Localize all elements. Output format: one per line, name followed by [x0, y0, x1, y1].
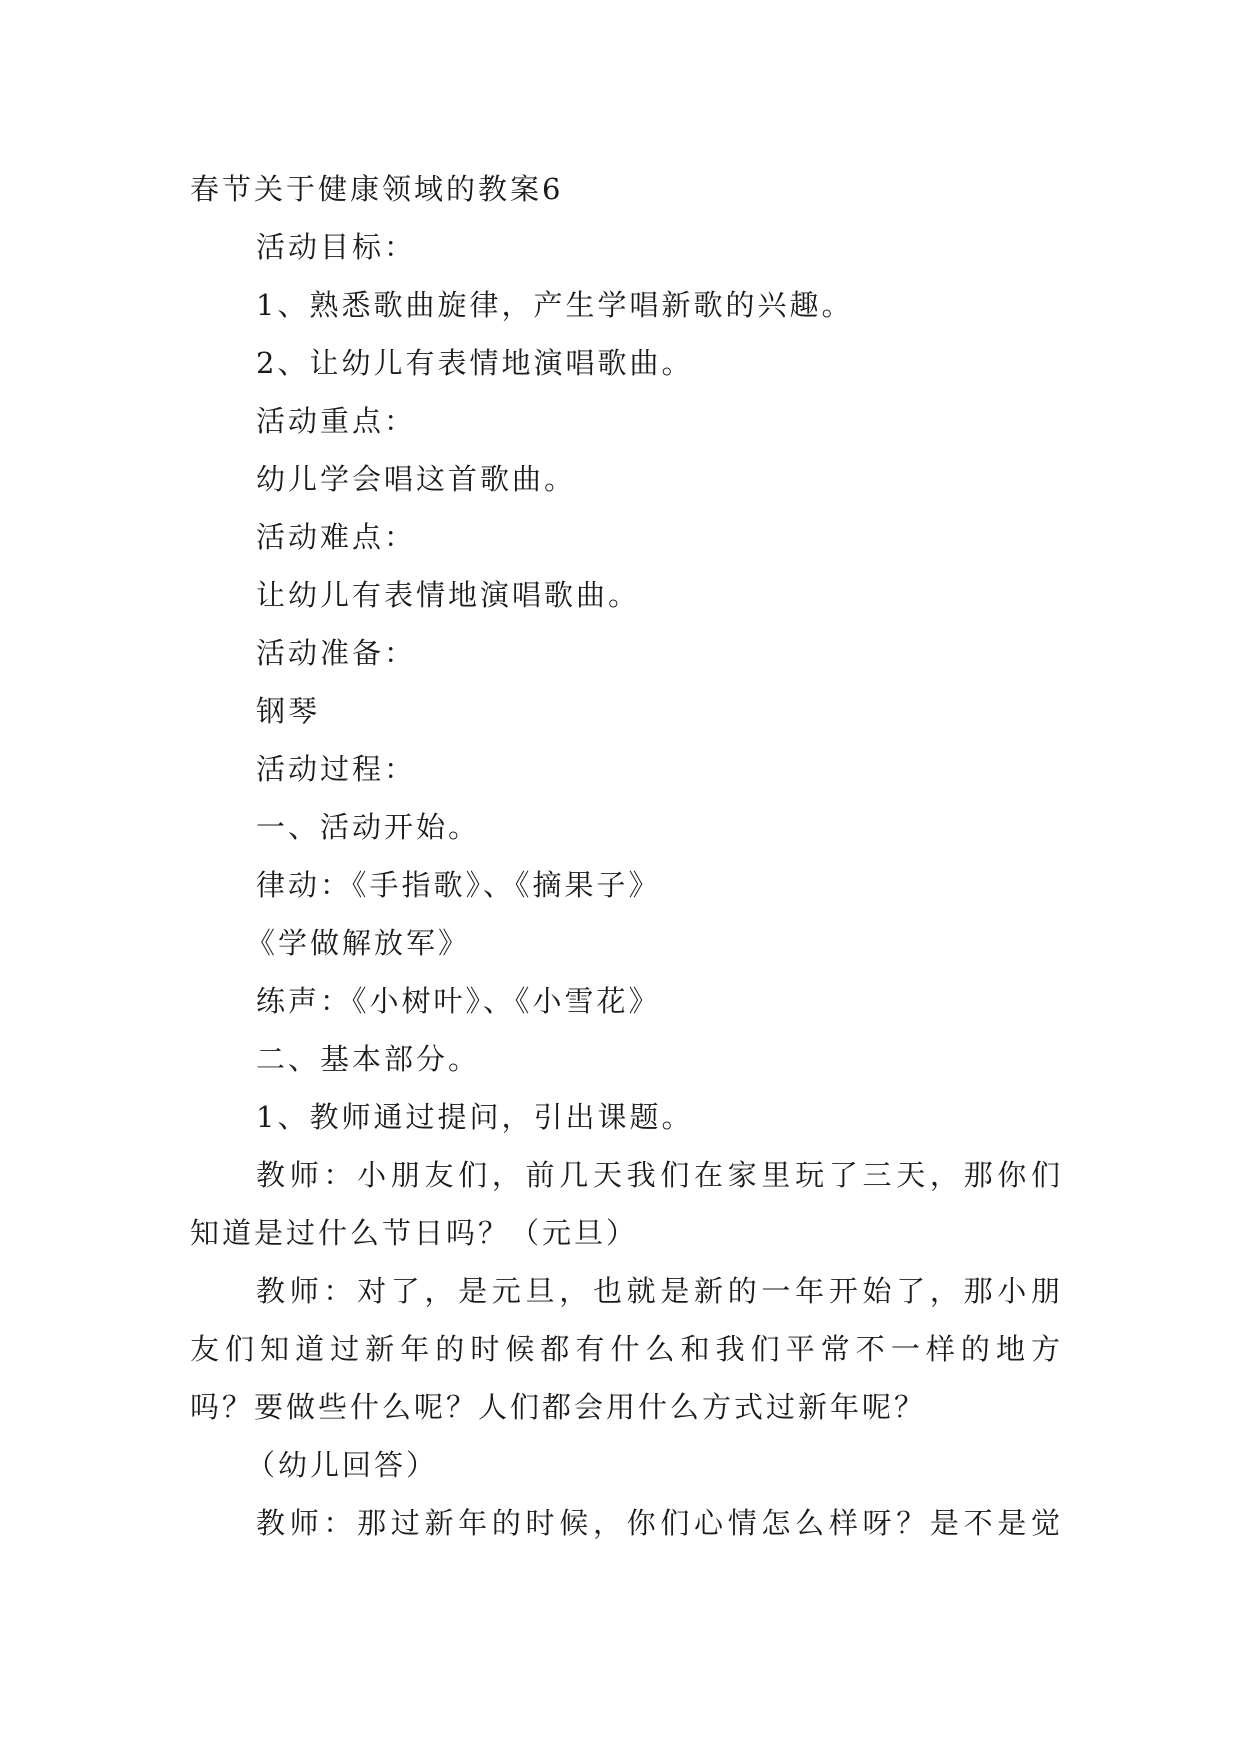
- goal-item-2: 2、让幼儿有表情地演唱歌曲。: [256, 346, 694, 380]
- document-title: 春节关于健康领域的教案6: [190, 172, 564, 206]
- child-answer: （幼儿回答）: [246, 1448, 439, 1482]
- section-heading-difficulty: 活动难点：: [256, 520, 417, 554]
- goal-item-1: 1、熟悉歌曲旋律，产生学唱新歌的兴趣。: [256, 288, 854, 322]
- focus-text: 幼儿学会唱这首歌曲。: [256, 462, 577, 496]
- rhythm-text: 律动：《手指歌》、《摘果子》: [256, 868, 661, 902]
- section-heading-preparation: 活动准备：: [256, 636, 417, 670]
- paragraph-1-line-1: 教师：小朋友们，前几天我们在家里玩了三天，那你们: [256, 1158, 1060, 1192]
- paragraph-2-line-2: 友们知道过新年的时候都有什么和我们平常不一样的地方: [190, 1332, 1060, 1366]
- process-step-2: 二、基本部分。: [256, 1042, 481, 1076]
- process-substep-1: 1、教师通过提问，引出课题。: [256, 1100, 694, 1134]
- vocal-practice-text: 练声：《小树叶》、《小雪花》: [256, 984, 661, 1018]
- preparation-text: 钢琴: [256, 694, 321, 728]
- process-step-1: 一、活动开始。: [256, 810, 481, 844]
- section-heading-goals: 活动目标：: [256, 230, 417, 264]
- paragraph-2-line-1: 教师：对了，是元旦，也就是新的一年开始了，那小朋: [256, 1274, 1060, 1308]
- rhythm-text-cont: 《学做解放军》: [246, 926, 471, 960]
- difficulty-text: 让幼儿有表情地演唱歌曲。: [256, 578, 641, 612]
- paragraph-2-line-3: 吗？要做些什么呢？人们都会用什么方式过新年呢？: [190, 1390, 927, 1424]
- section-heading-focus: 活动重点：: [256, 404, 417, 438]
- section-heading-process: 活动过程：: [256, 752, 417, 786]
- paragraph-3-line-1: 教师：那过新年的时候，你们心情怎么样呀？是不是觉: [256, 1506, 1060, 1540]
- document-page: [190, 160, 1060, 1552]
- paragraph-1-line-2: 知道是过什么节日吗？（元旦）: [190, 1216, 639, 1250]
